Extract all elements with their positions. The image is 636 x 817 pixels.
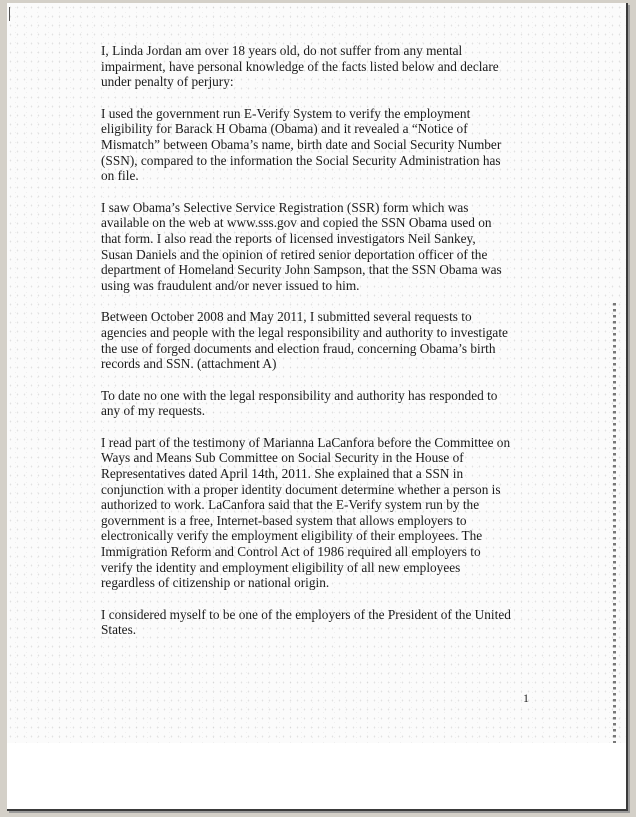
- text-line: Ways and Means Sub Committee on Social Security in the House of: [101, 450, 464, 466]
- text-line: (SSN), compared to the information the Social Security Administration has: [101, 152, 501, 168]
- paragraph-no-response: [101, 388, 539, 419]
- text-line: electronically verify the employment eligibility of their employees. The: [101, 528, 483, 544]
- paragraph-employer: [101, 607, 539, 638]
- document-page: [7, 3, 628, 811]
- text-line: records and SSN. (attachment A): [101, 356, 277, 372]
- paragraph-intro: [101, 43, 539, 90]
- text-line: using was fraudulent and/or never issued to him.: [101, 277, 360, 293]
- scan-edge-artifact: [613, 303, 616, 743]
- text-line: To date no one with the legal responsibility and authority has responded to: [101, 387, 498, 403]
- text-line: impairment, have personal knowledge of the facts listed below and declare: [101, 58, 499, 74]
- text-line: agencies and people with the legal responsibility and authority to investigate: [101, 324, 508, 340]
- scan-corner-mark: [9, 7, 14, 21]
- text-line: Mismatch” between Obama’s name, birth date and Social Security Number: [101, 136, 502, 152]
- text-line: government is a free, Internet-based system that allows employers to: [101, 512, 467, 528]
- paragraph-testimony: [101, 435, 539, 591]
- text-line: verify the identity and employment eligibility of all new employees: [101, 559, 461, 575]
- paragraph-everify: [101, 106, 539, 184]
- paragraph-ssr: [101, 200, 539, 294]
- text-line: eligibility for Barack H Obama (Obama) and it revealed a “Notice of: [101, 121, 468, 137]
- text-line: any of my requests.: [101, 403, 206, 419]
- text-line: States.: [101, 622, 137, 638]
- declaration-text: [101, 43, 539, 654]
- text-line: I read part of the testimony of Marianna LaCanfora before the Committee on: [101, 434, 511, 450]
- text-line: I, Linda Jordan am over 18 years old, do not suffer from any mental: [101, 43, 463, 58]
- page-number: 1: [523, 691, 529, 705]
- paragraph-requests: [101, 309, 539, 371]
- text-line: authorized to work. LaCanfora said that the E-Verify system run by the: [101, 497, 480, 513]
- text-line: Representatives dated April 14th, 2011. She explained that a SSN in: [101, 466, 464, 482]
- text-line: department of Homeland Security John Sampson, that the SSN Obama was: [101, 262, 502, 278]
- text-line: on file.: [101, 168, 139, 184]
- text-line: regardless of citizenship or national origin.: [101, 575, 330, 591]
- text-line: I saw Obama’s Selective Service Registration (SSR) form which was: [101, 199, 469, 215]
- text-line: the use of forged documents and election fraud, concerning Obama’s birth: [101, 340, 496, 356]
- text-line-with-link: available on the web at www.sss.gov and copied the SSN Obama used on: [101, 215, 492, 231]
- text-line: Immigration Reform and Control Act of 1986 required all employers to: [101, 544, 481, 560]
- text-line: I used the government run E-Verify System to verify the employment: [101, 105, 471, 121]
- text-line: conjunction with a proper identity document determine whether a person is: [101, 481, 501, 497]
- text-line: under penalty of perjury:: [101, 74, 234, 90]
- text-line: Between October 2008 and May 2011, I submitted several requests to: [101, 309, 472, 325]
- text-line: Susan Daniels and the opinion of retired senior deportation officer of the: [101, 246, 488, 262]
- text-line: that form. I also read the reports of licensed investigators Neil Sankey,: [101, 230, 476, 246]
- text-line: I considered myself to be one of the employers of the President of the United: [101, 606, 511, 622]
